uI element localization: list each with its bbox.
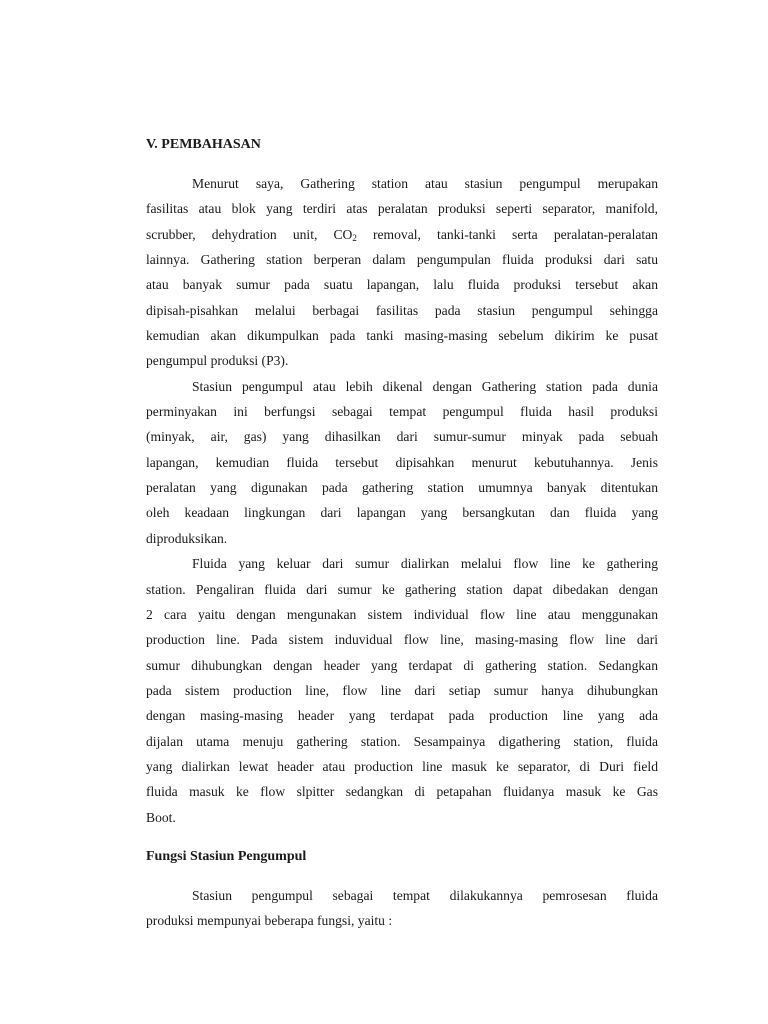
paragraph-line: oleh keadaan lingkungan dari lapangan yang bersangkutan dan fluida yang [146, 505, 658, 521]
paragraph-line: produksi mempunyai beberapa fungsi, yaitu : [146, 913, 393, 929]
paragraph-line-co2 [146, 222, 658, 247]
paragraph-line: atau banyak sumur pada suatu lapangan, lalu fluida produksi tersebut akan [146, 277, 658, 293]
co2-subscript: 2 [352, 232, 357, 243]
paragraph-line: pengumpul produksi (P3). [146, 353, 289, 369]
paragraph-4 [146, 883, 658, 934]
paragraph-line: fasilitas atau blok yang terdiri atas peralatan produksi seperti separator, manifold, [146, 201, 658, 217]
paragraph-line: yang dialirkan lewat header atau production line masuk ke separator, di Duri field [146, 758, 658, 774]
paragraph-line: peralatan yang digunakan pada gathering station umumnya banyak ditentukan [146, 480, 658, 496]
co2-suffix: removal, tanki-tanki serta peralatan-peralatan [356, 226, 658, 242]
paragraph-line: Boot. [146, 809, 176, 825]
paragraph-line: 2 cara yaitu dengan mengunakan sistem individual flow line atau menggunakan [146, 606, 658, 622]
paragraph-line: kemudian akan dikumpulkan pada tanki masing-masing sebelum dikirim ke pusat [146, 328, 658, 344]
paragraph-line: dijalan utama menuju gathering station. Sesampainya digathering station, fluida [146, 733, 658, 749]
paragraph-1 [146, 171, 658, 374]
paragraph-3 [146, 551, 658, 830]
paragraph-line: production line. Pada sistem induvidual flow line, masing-masing flow line dari [146, 632, 658, 648]
document-page [146, 132, 658, 934]
section-heading: V. PEMBAHASAN [146, 137, 261, 152]
paragraph-line: perminyakan ini berfungsi sebagai tempat pengumpul fluida hasil produksi [146, 404, 658, 420]
paragraph-line: lapangan, kemudian fluida tersebut dipisahkan menurut kebutuhannya. Jenis [146, 454, 658, 470]
paragraph-line: dengan masing-masing header yang terdapat pada production line yang ada [146, 708, 658, 724]
paragraph-line: Stasiun pengumpul atau lebih dikenal dengan Gathering station pada dunia [192, 378, 658, 394]
paragraph-line: Menurut saya, Gathering station atau stasiun pengumpul merupakan [192, 176, 658, 191]
paragraph-line: Stasiun pengumpul sebagai tempat dilakukannya pemrosesan fluida [192, 887, 658, 903]
co2-prefix: scrubber, dehydration unit, CO [146, 226, 353, 242]
paragraph-line: Fluida yang keluar dari sumur dialirkan melalui flow line ke gathering [192, 556, 658, 572]
paragraph-2 [146, 374, 658, 551]
paragraph-line: dipisah-pisahkan melalui berbagai fasilitas pada stasiun pengumpul sehingga [146, 302, 658, 318]
paragraph-line: diproduksikan. [146, 530, 228, 546]
paragraph-line: sumur dihubungkan dengan header yang terdapat di gathering station. Sedangkan [146, 657, 658, 673]
paragraph-line: fluida masuk ke flow slpitter sedangkan di petapahan fluidanya masuk ke Gas [146, 784, 658, 800]
paragraph-line: (minyak, air, gas) yang dihasilkan dari sumur-sumur minyak pada sebuah [146, 429, 658, 445]
paragraph-line: pada sistem production line, flow line dari setiap sumur hanya dihubungkan [146, 682, 658, 698]
paragraph-line: station. Pengaliran fluida dari sumur ke gathering station dapat dibedakan dengan [146, 581, 658, 597]
paragraph-line: lainnya. Gathering station berperan dalam pengumpulan fluida produksi dari satu [146, 252, 658, 268]
subsection-heading: Fungsi Stasiun Pengumpul [146, 848, 307, 864]
